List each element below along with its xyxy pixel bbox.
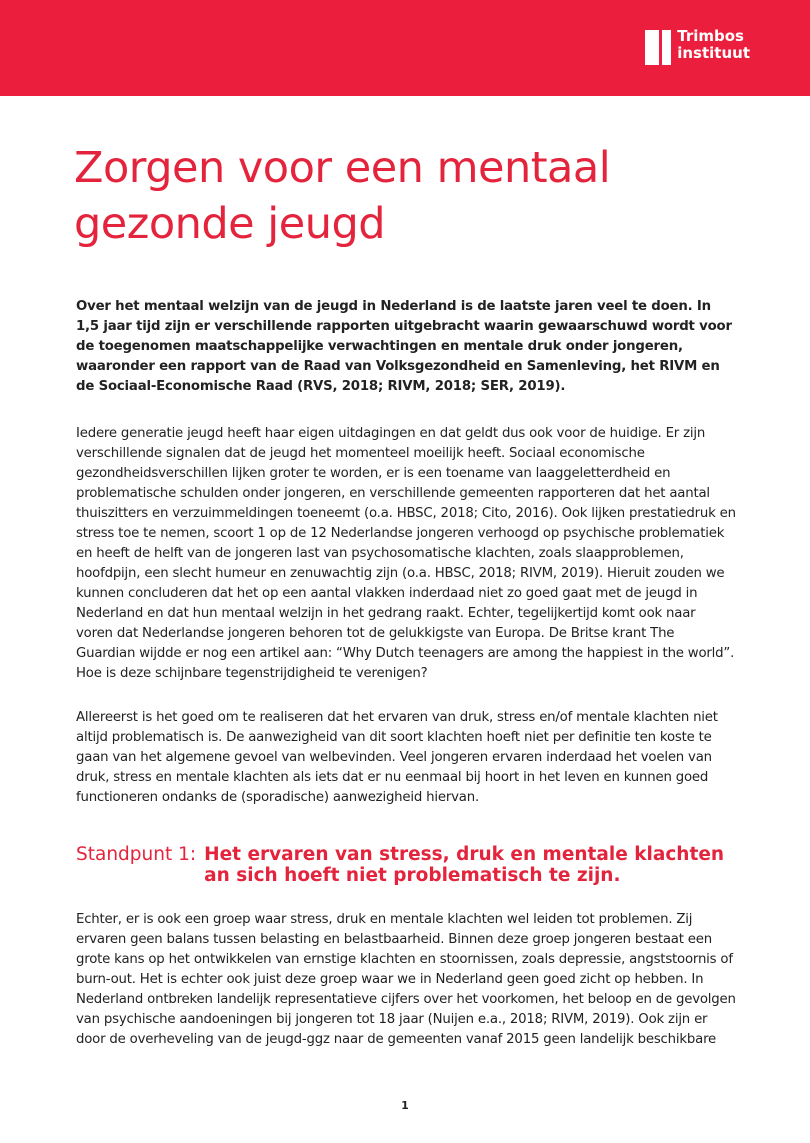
- logo-mark-icon: [645, 28, 671, 65]
- body-paragraph-2: Iedere generatie jeugd heeft haar eigen uitdagingen en dat geldt dus ook voor de huidige. Er zijn verschillende signalen dat de jeugd het momenteel moeilijk heeft. Sociaal economische gezondheidsverschillen lijken groter te worden, er is een toename van laaggeletterdheid en problematische schulden onder jongeren, en verschillende gemeenten rapporteren dat het aantal thuiszitters en verzuimmeldingen toeneemt (o.a. HBSC, 2018; Cito, 2016). Ook lijken prestatiedruk en stress toe te nemen, scoort 1 op de 12 Nederlandse jongeren verhoogd op psychische problematiek en heeft de helft van de jongeren last van psychosomatische klachten, zoals slaapproblemen, hoofdpijn, een slecht humeur en zenuwachtig zijn (o.a. HBSC, 2018; RIVM, 2019). Hieruit zouden we kunnen concluderen dat het op een aantal vlakken inderdaad niet zo goed gaat met de jeugd in Nederland en dat hun mentaal welzijn in het gedrang raakt. Echter, tegelijkertijd komt ook naar voren dat Nederlandse jongeren behoren tot de gelukkigste van Europa. De Britse krant The Guardian wijdde er nog een artikel aan: “Why Dutch teenagers are among the happiest in the world”. Hoe is deze schijnbare tegenstrijdigheid te verenigen?: [76, 426, 736, 681]
- logo-text: [677, 28, 750, 62]
- standpoint-label: Standpunt 1:: [76, 844, 197, 865]
- header-band: [0, 0, 810, 96]
- logo-line-2: instituut: [677, 44, 750, 62]
- intro-paragraph: Over het mentaal welzijn van de jeugd in Nederland is de laatste jaren veel te doen. In 1,5 jaar tijd zijn er verschillende rapporten uitgebracht waarin gewaarschuwd wordt voor de toegenomen maatschappelijke verwachtingen en mentale druk onder jongeren, waaronder een rapport van de Raad van Volksgezondheid en Samenleving, het RIVM en de Sociaal-Economische Raad (RVS, 2018; RIVM, 2018; SER, 2019).: [76, 299, 732, 394]
- page-number: 1: [401, 1099, 409, 1112]
- page-title: Zorgen voor een mentaal gezonde jeugd: [74, 143, 611, 249]
- standpoint-text: Het ervaren van stress, druk en mentale klachten an sich hoeft niet problematisch te zijn.: [204, 844, 725, 886]
- body-paragraph-4: Echter, er is ook een groep waar stress, druk en mentale klachten wel leiden tot problemen. Zij ervaren geen balans tussen belasting en belastbaarheid. Binnen deze groep jongeren bestaat een grote kans op het ontwikkelen van ernstige klachten en stoornissen, zoals depressie, angststoornis of burn-out. Het is echter ook juist deze groep waar we in Nederland geen goed zicht op hebben. In Nederland ontbreken landelijk representatieve cijfers over het voorkomen, het beloop en de gevolgen van psychische aandoeningen bij jongeren tot 18 jaar (Nuijen e.a., 2018; RIVM, 2019). Ook zijn er door de overheveling van de jeugd-ggz naar de gemeenten vanaf 2015 geen landelijk beschikbare: [76, 912, 736, 1047]
- logo-line-1: Trimbos: [677, 27, 744, 45]
- body-paragraph-3: Allereerst is het goed om te realiseren dat het ervaren van druk, stress en/of mentale klachten niet altijd problematisch is. De aanwezigheid van dit soort klachten hoeft niet per definitie ten koste te gaan van het algemene gevoel van welbevinden. Veel jongeren ervaren inderdaad het voelen van druk, stress en mentale klachten als iets dat er nu eenmaal bij hoort in het leven en kunnen goed functioneren ondanks de (sporadische) aanwezigheid hiervan.: [76, 710, 718, 805]
- trimbos-logo: [645, 28, 750, 65]
- standpoint-heading: [76, 844, 746, 886]
